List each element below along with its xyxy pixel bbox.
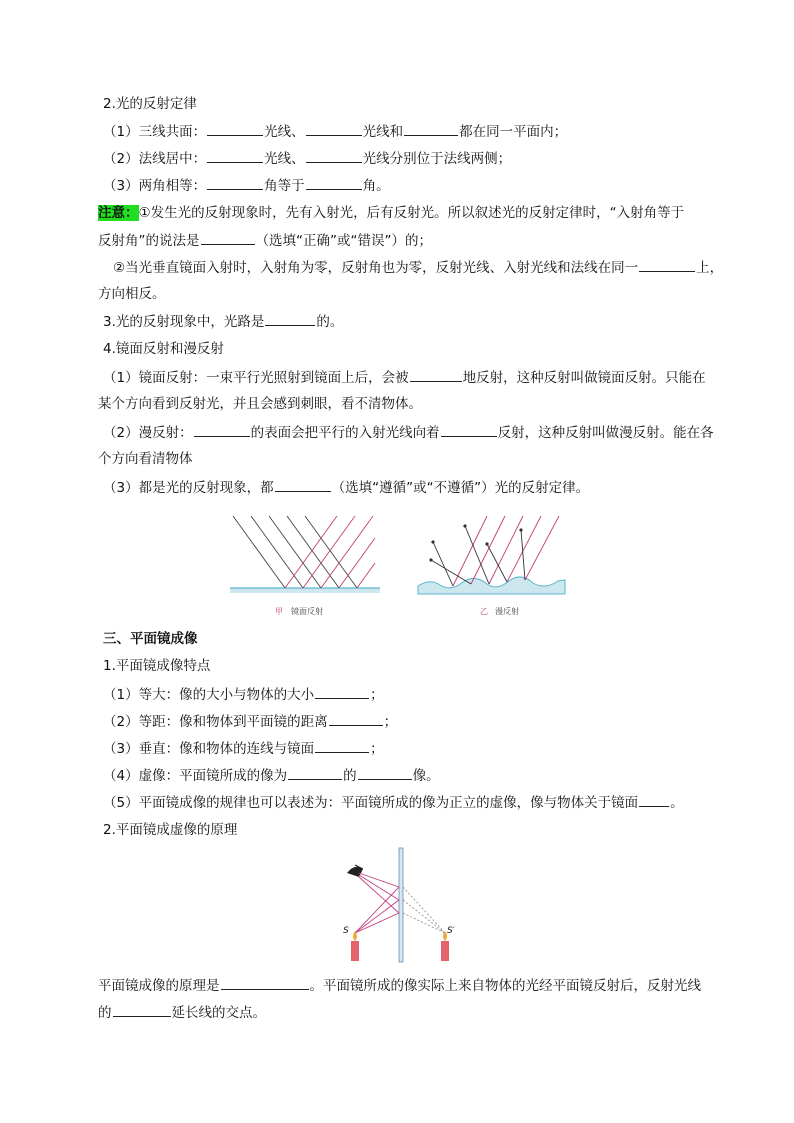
blank[interactable]: [358, 766, 412, 780]
eye-icon: [347, 865, 363, 877]
fig-right-tag: 乙: [480, 607, 488, 616]
feature-line-5: [103, 793, 684, 812]
object-label: S: [343, 926, 349, 936]
blank[interactable]: [306, 176, 362, 190]
text: 反射，这种反射叫做漫反射。能在各: [497, 425, 714, 441]
text: ；: [383, 714, 398, 730]
principle-line-2: [98, 1003, 266, 1022]
blank[interactable]: [194, 423, 250, 437]
text: （5）平面镜成像的规律也可以表述为：平面镜所成的像为正立的虚像，像与物体关于镜面: [103, 795, 639, 811]
mirror-line-2: 某个方向看到反射光，并且会感到刺眼，看不清物体。: [98, 396, 422, 412]
both-follow-line: [103, 478, 589, 497]
blank[interactable]: [265, 312, 315, 326]
text: 角。: [362, 178, 390, 194]
text: 的表面会把平行的入射光线向着: [250, 425, 440, 441]
principle-line-1: [98, 976, 701, 995]
blank[interactable]: [329, 712, 383, 726]
arrow-heads: [429, 524, 522, 561]
text: （1）等大：像的大小与物体的大小: [103, 687, 315, 703]
text: （2）法线居中：: [103, 151, 207, 167]
text: 。: [670, 795, 684, 811]
text: 像。: [412, 768, 440, 784]
text: （选填“遵循”或“不遵循”）光的反射定律。: [331, 480, 590, 496]
text: （1）镜面反射：一束平行光照射到镜面上后，会被: [103, 370, 409, 386]
candle-object: [351, 931, 359, 961]
reflection-figure: [225, 508, 575, 620]
text: （2）漫反射：: [103, 425, 193, 441]
plane-mirror: [399, 848, 403, 962]
text: 上，: [696, 260, 724, 276]
text: （2）等距：像和物体到平面镜的距离: [103, 714, 328, 730]
feature-line-2: [103, 712, 397, 731]
blank[interactable]: [404, 122, 458, 136]
diffuse-line-2: 个方向看清物体: [98, 451, 193, 467]
text: 的。: [316, 314, 344, 330]
light-rays: [355, 873, 399, 933]
text: 平面镜成像的原理是: [98, 978, 220, 994]
text: 光线、: [264, 151, 305, 167]
note-line-2: [98, 231, 432, 250]
law-line-1: [103, 122, 567, 141]
virtual-image-principle-title: 2.平面镜成虚像的原理: [103, 822, 238, 838]
blank[interactable]: [221, 976, 309, 990]
blank[interactable]: [113, 1003, 171, 1017]
feature-line-4: [103, 766, 440, 785]
text: （4）虚像：平面镜所成的像为: [103, 768, 288, 784]
text: （3）垂直：像和物体的连线与镜面: [103, 741, 315, 757]
blank[interactable]: [410, 368, 462, 382]
blank[interactable]: [275, 478, 331, 492]
feature-line-3: [103, 739, 384, 758]
text: 光线和: [362, 124, 404, 140]
blank[interactable]: [315, 739, 369, 753]
feature-line-1: [103, 685, 384, 704]
text: 延长线的交点。: [171, 1005, 266, 1021]
incident-rays: [453, 516, 559, 586]
section-title-mirror-diffuse: 4.镜面反射和漫反射: [103, 341, 224, 357]
specular-reflection-diagram: [230, 516, 380, 616]
section-title-plane-mirror: 三、平面镜成像: [103, 631, 198, 647]
blank[interactable]: [315, 685, 369, 699]
fig-left-tag: 甲: [275, 607, 283, 616]
fig-left-caption: 镜面反射: [291, 607, 323, 616]
image-label: S′: [447, 926, 455, 936]
blank[interactable]: [288, 766, 342, 780]
blank[interactable]: [207, 149, 263, 163]
blank[interactable]: [639, 258, 695, 272]
text: （选填“正确”或“错误”）的；: [255, 233, 432, 249]
note-line-1: [98, 204, 684, 222]
text: （3）都是光的反射现象，都: [103, 480, 274, 496]
text: 3.光的反射现象中，光路是: [103, 314, 265, 330]
reflected-rays: [285, 516, 375, 588]
diffuse-line-1: [103, 423, 714, 442]
note-line-4: 方向相反。: [98, 286, 166, 302]
plane-mirror-figure: [333, 845, 483, 965]
note-line-3: [113, 258, 723, 277]
note-highlight-tag: 注意：: [98, 205, 139, 221]
law-1-label: （1）三线共面：: [103, 124, 207, 140]
text: 的: [343, 768, 357, 784]
blank[interactable]: [207, 122, 263, 136]
blank[interactable]: [306, 122, 362, 136]
virtual-extensions: [403, 887, 445, 933]
text: 角等于: [264, 178, 305, 194]
text: ；: [370, 741, 384, 757]
text: 的: [98, 1005, 112, 1021]
fig-right-caption: 漫反射: [495, 607, 519, 616]
plane-mirror-features-title: 1.平面镜成像特点: [103, 658, 211, 674]
text: 地反射，这种反射叫做镜面反射。只能在: [462, 370, 706, 386]
reversible-line: [103, 312, 343, 331]
text: ②当光垂直镜面入射时，入射角为零，反射角也为零，反射光线、入射光线和法线在同一: [113, 260, 639, 276]
mirror-line-1: [103, 368, 706, 387]
blank[interactable]: [441, 423, 497, 437]
law-line-3: [103, 176, 390, 195]
text: 反射角”的说法是: [98, 233, 200, 249]
text: 。平面镜所成的像实际上来自物体的光经平面镜反射后，反射光线: [309, 978, 701, 994]
incident-rays: [233, 516, 357, 588]
blank[interactable]: [207, 176, 263, 190]
text: ；: [370, 687, 384, 703]
blank[interactable]: [639, 793, 669, 807]
text: 光线、: [264, 124, 305, 140]
blank[interactable]: [306, 149, 362, 163]
law-line-2: [103, 149, 511, 168]
text: （3）两角相等：: [103, 178, 207, 194]
text: 都在同一平面内；: [459, 124, 568, 140]
text: 光线分别位于法线两侧；: [362, 151, 512, 167]
section-title-reflection-law: 2.光的反射定律: [103, 96, 197, 112]
mirror-surface: [230, 588, 380, 593]
text: ①发生光的反射现象时，先有入射光，后有反射光。所以叙述光的反射定律时，“入射角等于: [138, 205, 685, 221]
diffuse-reflection-diagram: [418, 516, 565, 616]
blank[interactable]: [201, 231, 255, 245]
